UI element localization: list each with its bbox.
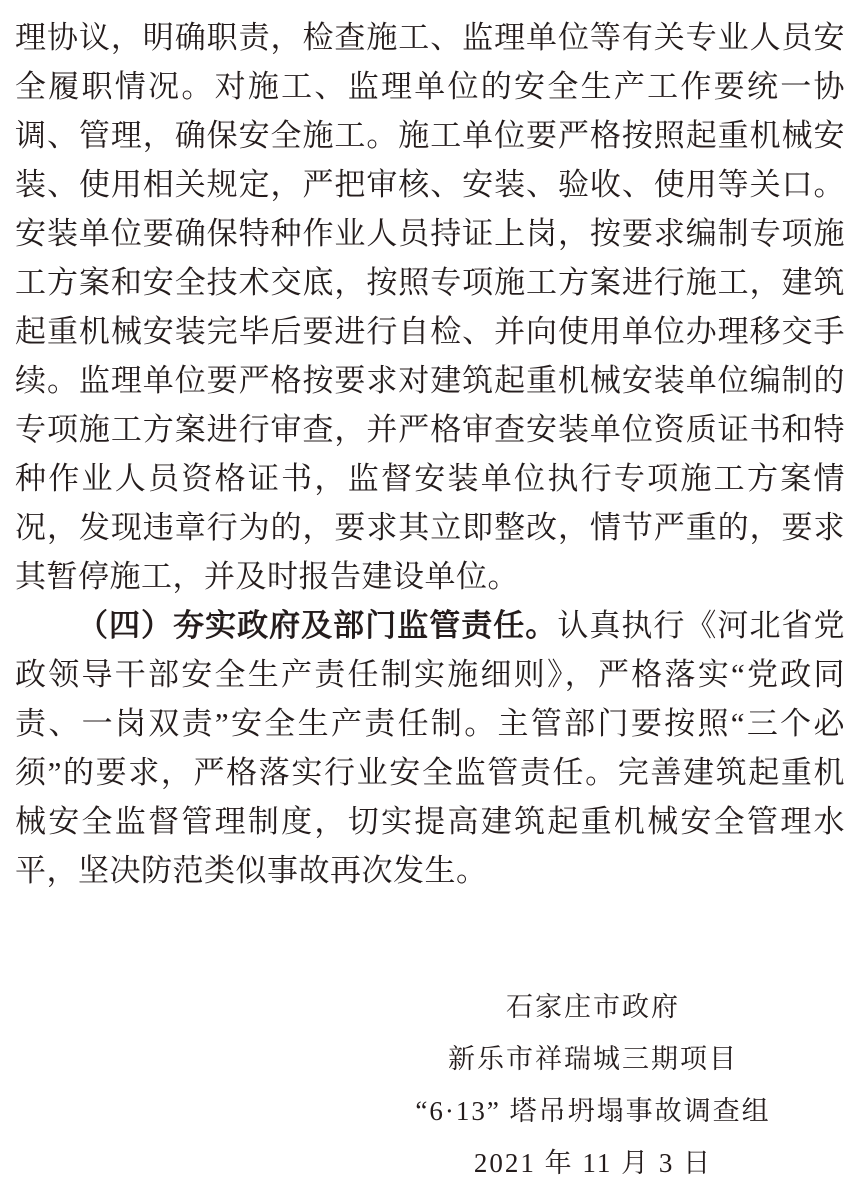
- paragraph-section-4: [15, 601, 845, 895]
- signature-government: 石家庄市政府: [506, 992, 680, 1022]
- signature-investigation-team: “6·13” 塔吊坍塌事故调查组: [415, 1096, 771, 1126]
- signature-project: 新乐市祥瑞城三期项目: [448, 1044, 738, 1074]
- section-4-heading: （四）夯实政府及部门监管责任。: [77, 608, 558, 643]
- signature-date: 2021 年 11 月 3 日: [473, 1148, 713, 1178]
- section-4-body: 认真执行《河北省党政领导干部安全生产责任制实施细则》，严格落实“党政同责、一岗双责”安全生产责任制。主管部门要按照“三个必须”的要求，严格落实行业安全监管责任。完善建筑起重机械安全监督管理制度，切实提高建筑起重机械安全管理水平，坚决防范类似事故再次发生。: [15, 608, 846, 888]
- signature-block: [333, 981, 853, 1189]
- document-body: [15, 13, 845, 895]
- paragraph-continuation: 理协议，明确职责，检查施工、监理单位等有关专业人员安全履职情况。对施工、监理单位的安全生产工作要统一协调、管理，确保安全施工。施工单位要严格按照起重机械安装、使用相关规定，严把审核、安装、验收、使用等关口。安装单位要确保特种作业人员持证上岗，按要求编制专项施工方案和安全技术交底，按照专项施工方案进行施工，建筑起重机械安装完毕后要进行自检、并向使用单位办理移交手续。监理单位要严格按要求对建筑起重机械安装单位编制的专项施工方案进行审查，并严格审查安装单位资质证书和特种作业人员资格证书，监督安装单位执行专项施工方案情况，发现违章行为的，要求其立即整改，情节严重的，要求其暂停施工，并及时报告建设单位。: [15, 20, 845, 594]
